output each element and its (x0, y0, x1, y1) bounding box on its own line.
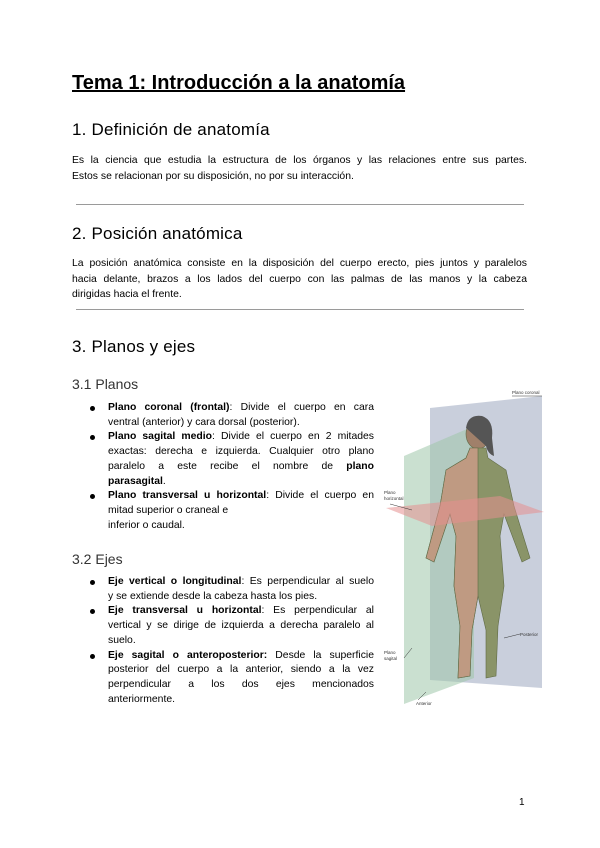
bullet-icon (90, 435, 95, 440)
label-coronal: Plano coronal (512, 390, 540, 395)
plano-sagital-term: Plano sagital medio (108, 431, 213, 443)
section-1-line-2: Estos se relacionan por su disposición, no por su interacción. (72, 170, 354, 182)
section-2-heading: 2. Posición anatómica (72, 224, 243, 243)
list-item (86, 430, 374, 489)
section-1-line-1: Es la ciencia que estudia la estructura de los órganos y las relaciones entre sus partes. (72, 155, 527, 166)
planos-heading: 3.1 Planos (72, 376, 139, 392)
anatomy-planes-figure (382, 386, 547, 706)
section-3-heading: 3. Planos y ejes (72, 337, 196, 356)
eje-sagital-text-3: perpendicular a los dos ejes mencionados (108, 678, 374, 690)
section-2-paragraph (72, 256, 527, 303)
ejes-list (86, 575, 374, 707)
page-number: 1 (519, 797, 525, 808)
plano-sagital-text: : Divide el cuerpo en 2 mitades (212, 431, 374, 443)
planos-list (86, 401, 374, 533)
section-2-line-3: dirigidas hacia el frente. (72, 289, 182, 301)
eje-sagital-term: Eje sagital o anteroposterior: (108, 649, 268, 661)
section-1-heading: 1. Definición de anatomía (72, 120, 270, 139)
label-sagittal-2: sagital (384, 656, 398, 661)
plano-transversal-text-2: mitad superior o craneal e (108, 504, 229, 516)
eje-vertical-term: Eje vertical o longitudinal (108, 576, 242, 587)
list-item (86, 604, 374, 648)
eje-vertical-text: : Es perpendicular al suelo (241, 576, 375, 587)
section-1-paragraph (72, 153, 527, 184)
bullet-icon (90, 494, 95, 499)
list-item (86, 649, 374, 708)
label-transverse-2: horizontal (384, 496, 404, 501)
ejes-heading: 3.2 Ejes (72, 551, 123, 567)
page-title: Tema 1: Introducción a la anatomía (72, 72, 406, 94)
plano-sagital-text-3: paralelo a este recibe el nombre de (108, 460, 334, 472)
plano-transversal-text: : Divide el cuerpo en (266, 490, 374, 502)
eje-sagital-text-2: posterior del cuerpo a la anterior, siendo a la vez (108, 664, 374, 676)
divider-2 (76, 309, 524, 310)
label-posterior: Posterior (520, 632, 539, 637)
list-item (86, 489, 374, 533)
plano-transversal-term: Plano transversal u horizontal (108, 490, 267, 502)
plano-coronal-text-2: ventral (anterior) y cara dorsal (posterior). (108, 416, 300, 428)
bullet-icon (90, 654, 95, 659)
bullet-icon (90, 580, 95, 585)
eje-vertical-text-2: y se extiende desde la cabeza hasta los pies. (108, 590, 318, 602)
label-sagittal-1: Plano (384, 650, 396, 655)
section-2-line-2: hacia delante, brazos a los lados del cuerpo con las palmas de las manos y la cabeza (72, 273, 527, 285)
list-item (86, 575, 374, 604)
label-anterior: Anterior (416, 701, 432, 706)
plano-sagital-text-4: . (162, 475, 166, 487)
list-item (86, 401, 374, 430)
plano-coronal-text: : Divide el cuerpo en cara (229, 402, 375, 413)
eje-transversal-text: : Es perpendicular al (261, 605, 374, 617)
plano-coronal-term: Plano coronal (frontal) (108, 402, 230, 413)
eje-transversal-text-2: vertical y se dirige de izquierda a derecha paralelo al (108, 620, 374, 632)
label-transverse-1: Plano (384, 490, 396, 495)
plano-parasagital-term-b: parasagital (108, 475, 163, 487)
divider-1 (76, 204, 524, 205)
plano-sagital-text-2: exactas: derecha e izquierda. Cualquier otro plano (108, 446, 374, 458)
eje-sagital-text: Desde la superficie (267, 649, 374, 661)
bullet-icon (90, 406, 95, 411)
section-2-line-1: La posición anatómica consiste en la disposición del cuerpo erecto, pies juntos y paralelos (72, 258, 527, 269)
bullet-icon (90, 609, 95, 614)
eje-transversal-term: Eje transversal u horizontal (108, 605, 262, 617)
eje-sagital-text-4: anteriormente. (108, 693, 175, 705)
plano-parasagital-term-a: plano (346, 460, 374, 472)
plano-transversal-text-3: inferior o caudal. (108, 519, 185, 531)
eje-transversal-text-3: suelo. (108, 634, 136, 646)
